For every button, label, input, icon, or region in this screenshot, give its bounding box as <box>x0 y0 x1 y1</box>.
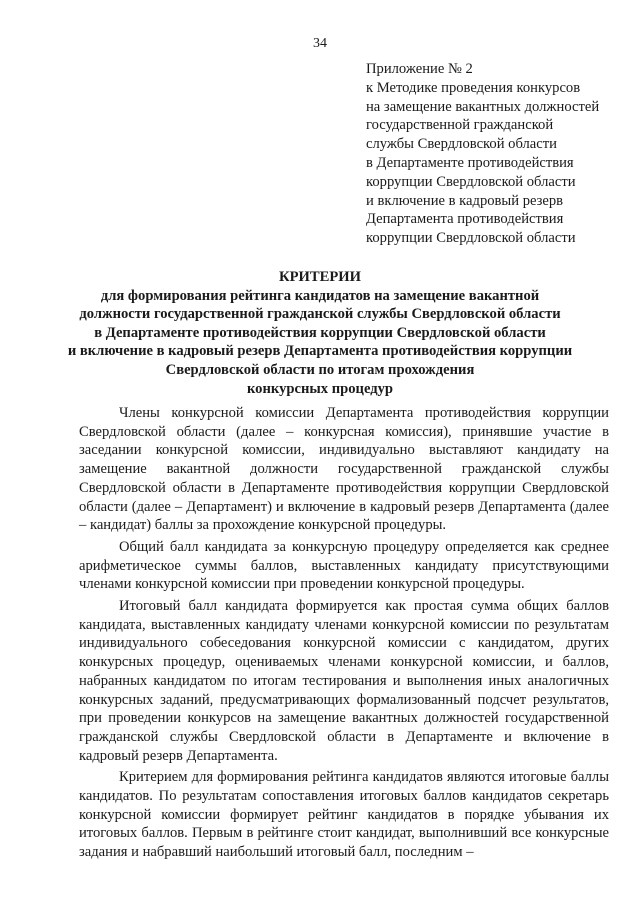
appendix-line: коррупции Свердловской области <box>366 230 576 247</box>
appendix-line: службы Свердловской области <box>366 136 557 153</box>
appendix-line: коррупции Свердловской области <box>366 173 576 190</box>
appendix-reference <box>366 60 599 248</box>
body-paragraph: Итоговый балл кандидата формируется как простая сумма общих баллов кандидата, выставленных кандидату членами конкурсной комиссии по результатам индивидуального собеседования конкурсной комиссии с кандидатом, других конкурсных процедур, оцениваемых членами конкурсной комиссии, и баллов, набранных кандидатом по итогам тестирования и выполнения иных аналогичных конкурсных заданий, предусматривающих формализованный подсчет результатов, при проведении конкурсов на замещение вакантных должностей государственной гражданской службы Свердловской области в Департаменте и включение в кадровый резерв Департамента. <box>79 598 609 764</box>
appendix-line: к Методике проведения конкурсов <box>366 79 581 96</box>
page-number: 34 <box>313 36 327 51</box>
criteria-subtitle-line: и включение в кадровый резерв Департамента противодействия коррупции <box>67 343 573 360</box>
body-paragraph: Общий балл кандидата за конкурсную процедуру определяется как среднее арифметическое суммы баллов, выставленных кандидату присутствующими членами конкурсной комиссии при проведении конкурсной процедуры. <box>79 538 609 593</box>
appendix-line: на замещение вакантных должностей <box>366 98 600 115</box>
document-body <box>79 404 609 865</box>
criteria-subtitle-line: в Департаменте противодействия коррупции Свердловской области <box>94 324 546 341</box>
appendix-line: в Департаменте противодействия <box>366 154 574 171</box>
criteria-subtitle-line: Свердловской области по итогам прохождения <box>165 361 475 378</box>
criteria-heading <box>60 268 580 398</box>
criteria-title: КРИТЕРИИ <box>279 269 361 285</box>
appendix-line: Приложение № 2 <box>366 61 473 77</box>
criteria-subtitle-line: конкурсных процедур <box>246 380 394 397</box>
body-paragraph: Критерием для формирования рейтинга кандидатов являются итоговые баллы кандидатов. По результатам сопоставления итоговых баллов кандидатов секретарь конкурсной комиссии формирует рейтинг кандидатов в порядке убывания их итоговых баллов. Первым в рейтинге стоит кандидат, выполнивший все конкурсные задания и набравший наибольший итоговый балл, последним – <box>79 769 609 861</box>
criteria-subtitle-line: для формирования рейтинга кандидатов на замещение вакантной <box>100 287 540 304</box>
appendix-line: Департамента противодействия <box>366 211 564 228</box>
criteria-subtitle-line: должности государственной гражданской службы Свердловской области <box>79 306 561 323</box>
appendix-line: государственной гражданской <box>366 117 554 134</box>
appendix-line: и включение в кадровый резерв <box>366 192 564 209</box>
body-paragraph: Члены конкурсной комиссии Департамента противодействия коррупции Свердловской области (далее – конкурсная комиссия), принявшие участие в заседании конкурсной комиссии, индивидуально выставляют кандидату на замещение вакантной должности государственной гражданской службы Свердловской области в Департаменте противодействия коррупции Свердловской области (далее – Департамент) и включение в кадровый резерв Департамента (далее – кандидат) баллы за прохождение конкурсной процедуры. <box>79 405 609 534</box>
